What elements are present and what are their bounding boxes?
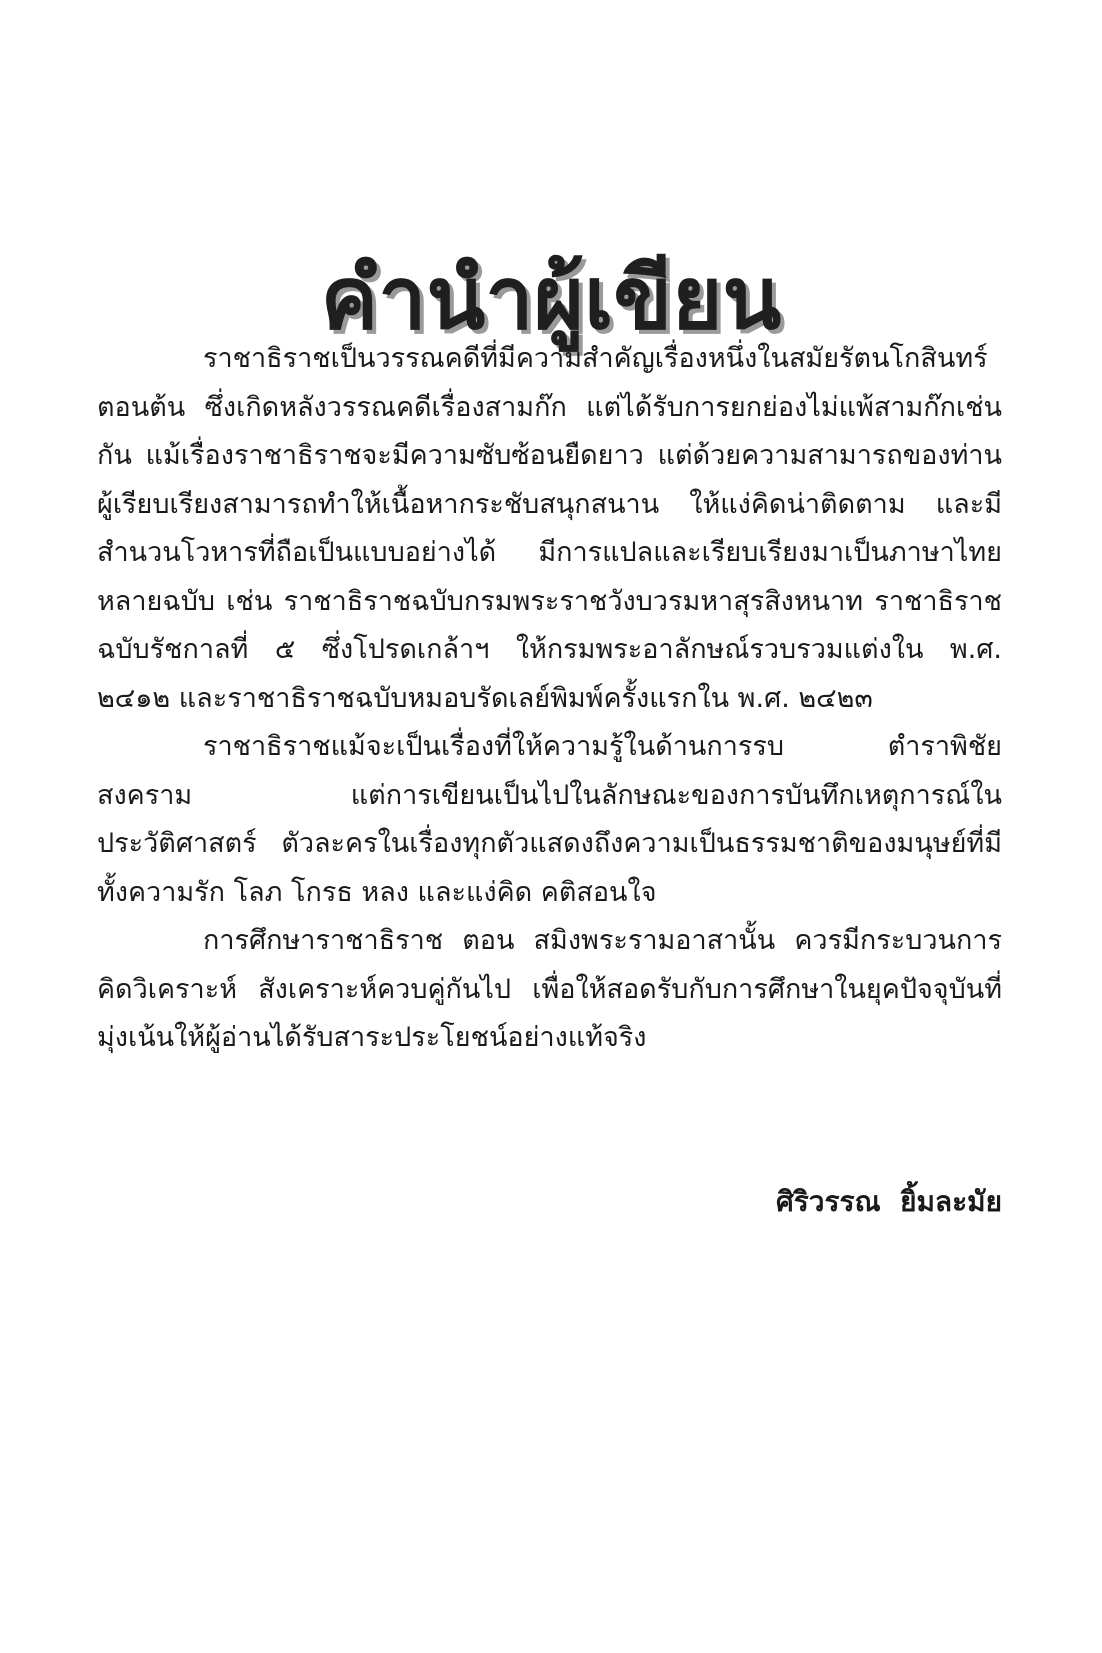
- paragraph-3: การศึกษาราชาธิราช ตอน สมิงพระรามอาสานั้น ควรมีกระบวนการคิดวิเคราะห์ สังเคราะห์ควบคู่กันไป เพื่อให้สอดรับกับการศึกษาในยุคปัจจุบันที่มุ่งเน้นให้ผู้อ่านได้รับสาระประโยชน์อย่างแท้จริง: [97, 925, 1002, 1053]
- paragraph-2: ราชาธิราชแม้จะเป็นเรื่องที่ให้ความรู้ในด้านการรบ ตำราพิชัยสงคราม แต่การเขียนเป็นไปในลักษณะของการบันทึกเหตุการณ์ในประวัติศาสตร์ ตัวละครในเรื่องทุกตัวแสดงถึงความเป็นธรรมชาติของมนุษย์ที่มีทั้งความรัก โลภ โกรธ หลง และแง่คิด คติสอนใจ: [97, 731, 1002, 908]
- paragraph-1: ราชาธิราชเป็นวรรณคดีที่มีความสำคัญเรื่องหนึ่งในสมัยรัตนโกสินทร์ตอนต้น ซึ่งเกิดหลังวรรณคดีเรื่องสามก๊ก แต่ได้รับการยกย่องไม่แพ้สามก๊กเช่นกัน แม้เรื่องราชาธิราชจะมีความซับซ้อนยืดยาว แต่ด้วยความสามารถของท่านผู้เรียบเรียงสามารถทำให้เนื้อหากระชับสนุกสนาน ให้แง่คิดน่าติดตาม และมีสำนวนโวหารที่ถือเป็นแบบอย่างได้ มีการแปลและเรียบเรียงมาเป็นภาษาไทยหลายฉบับ เช่น ราชาธิราชฉบับกรมพระราชวังบวรมหาสุรสิงหนาท ราชาธิราชฉบับรัชกาลที่ ๕ ซึ่งโปรดเกล้าฯ ให้กรมพระอาลักษณ์รวบรวมแต่งใน พ.ศ. ๒๔๑๒ และราชาธิราชฉบับหมอบรัดเลย์พิมพ์ครั้งแรกใน พ.ศ. ๒๔๒๓: [97, 343, 1002, 714]
- preface-body: [97, 335, 1002, 1063]
- page-title: คำนำผู้เขียน: [320, 248, 782, 349]
- author-signature: ศิริวรรณ ยิ้มละมัย: [775, 1185, 1002, 1218]
